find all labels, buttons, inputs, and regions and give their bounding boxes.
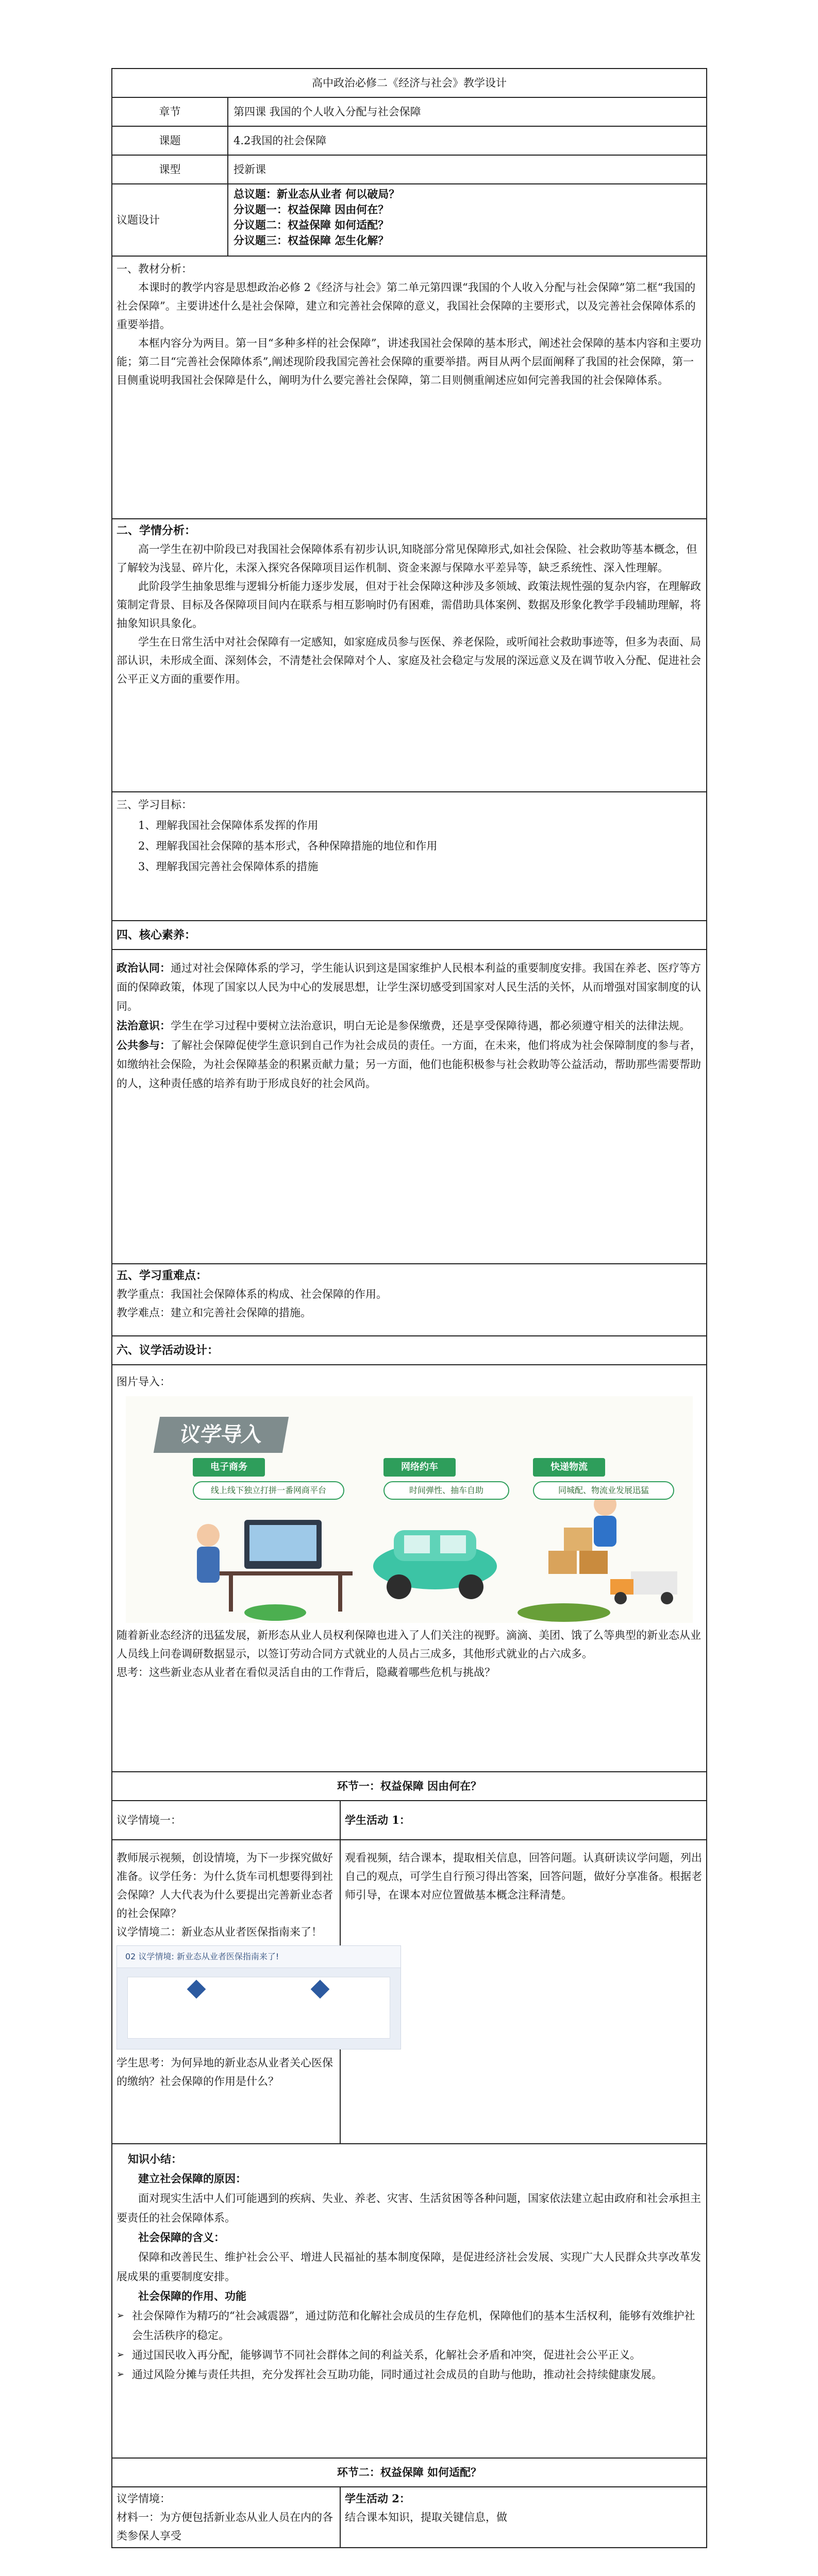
goal-2: 2、理解我国社会保障的基本形式，各种保障措施的地位和作用 (138, 840, 438, 852)
phase-2-right-text: 结合课本知识，提取关键信息，做 (345, 2511, 507, 2523)
summary-1-p2: 保障和改善民生、维护社会公平、增进人民福祉的基本制度保障，是促进经济社会发展、实现广大人民群众共享改革发展成果的重要制度安排。 (116, 2251, 701, 2283)
summary-1-bullet-1: ➢ 社会保障作为精巧的“社会减震器”，通过防范和化解社会成员的生存危机，保障他们的基本生活权利，能够有效维护社会生活秩序的稳定。 (116, 2306, 702, 2345)
section-key-points (112, 1264, 707, 1336)
section-2-title: 二、学情分析： (116, 524, 196, 537)
phase-2-left-text: 材料一：为方便包括新业态从业人员在内的各类参保人享受 (116, 2511, 333, 2542)
literacy-law-head: 法治意识： (116, 1019, 171, 1032)
doc-title: 高中政治必修二《经济与社会》教学设计 (112, 69, 707, 97)
phase-1-activity-label: 学生活动 1： (340, 1801, 707, 1840)
goal-3: 3、理解我国完善社会保障体系的措施 (138, 860, 319, 873)
phase-1-screenshot-title: 02 议学情境: 新业态从业者医保指南来了! (117, 1946, 400, 1968)
design-topics (228, 184, 707, 256)
phase-1-left-para-1: 教师展示视频，创设情境，为下一步探究做好准备。议学任务：为什么货车司机想要得到社会保障？人大代表为什么要提出完善新业态者的社会保障？ (116, 1852, 333, 1920)
section-4-title: 四、核心素养： (112, 921, 707, 950)
summary-1-h2: 社会保障的含义： (138, 2231, 225, 2244)
knowledge-summary-1 (112, 2144, 707, 2458)
difficult-point: 教学难点：建立和完善社会保障的措施。 (116, 1307, 311, 1319)
summary-1-p1: 面对现实生活中人们可能遇到的疾病、失业、养老、灾害、生活贫困等各种问题，国家依法建立起由政府和社会承担主要责任的社会保障体系。 (116, 2192, 701, 2224)
literacy-law (116, 1016, 702, 1036)
chapter-label: 章节 (112, 97, 228, 126)
section-1-title: 一、教材分析： (116, 263, 192, 275)
phase-2-left (112, 2487, 340, 2548)
summary-1-title: 知识小结： (128, 2153, 182, 2165)
intro-text: 随着新业态经济的迅猛发展，新形态从业人员权利保障也进入了人们关注的视野。滴滴、美团、饿了么等典型的新业态从业人员线上问卷调研数据显示，以签订劳动合同方式就业的人员占三成多，其他形式就业的占六成多。 (116, 1629, 701, 1660)
intro-think: 思考：这些新业态从业者在看似灵活自由的工作背后，隐藏着哪些危机与挑战？ (116, 1666, 495, 1679)
phase-2-situation-label: 议学情境： (116, 2493, 171, 2505)
diamond-icon (311, 1980, 330, 1999)
banner-card-2-title: 网络约车 (383, 1458, 456, 1477)
lesson-plan-table (111, 68, 707, 2548)
section-1-para-1: 本课时的教学内容是思想政治必修 2《经济与社会》第二单元第四课“我国的个人收入分配与社会保障”第二框“我国的社会保障”。主要讲述什么是社会保障，建立和完善社会保障的意义，我国社会保障的主要形式，以及完善社会保障体系的重要举措。 (116, 281, 696, 331)
lesson-type-label: 课型 (112, 155, 228, 184)
intro-banner-image (126, 1396, 693, 1623)
diamond-icon (187, 1980, 206, 1999)
section-1-para-2: 本框内容分为两目。第一目“多种多样的社会保障”，讲述我国社会保障的基本形式，阐述社会保障的基本内容和主要功能；第二目“完善社会保障体系”,阐述现阶段我国完善社会保障的重要举措。两目从两个层面阐释了我国的社会保障，第一目侧重说明我国社会保障是什么，阐明为什么要完善社会保障，第二目则侧重阐述应如何完善我国的社会保障体系。 (116, 337, 702, 386)
section-learning-goals (112, 792, 707, 921)
literacy-political-head: 政治认同： (116, 961, 171, 974)
design-label: 议题设计 (112, 184, 228, 256)
summary-1-bullet-3: ➢ 通过风险分摊与责任共担，充分发挥社会互助功能，同时通过社会成员的自助与他助，推动社会持续健康发展。 (116, 2365, 702, 2384)
phase-2-activity-label: 学生活动 2： (345, 2492, 410, 2505)
literacy-political (116, 958, 702, 1016)
sub-topic-2: 分议题二：权益保障 如何适配？ (233, 218, 389, 231)
phase-2-title: 环节二：权益保障 如何适配？ (112, 2458, 707, 2487)
phase-2-right (340, 2487, 707, 2548)
literacy-political-text: 通过对社会保障体系的学习，学生能认识到这是国家维护人民根本利益的重要制度安排。我国在养老、医疗等方面的保障政策，体现了国家以人民为中心的发展思想，让学生深切感受到国家对人民生活的关怀，从而增强对国家制度的认同。 (116, 962, 701, 1012)
phase-1-title: 环节一：权益保障 因由何在？ (112, 1772, 707, 1801)
section-intro (112, 1365, 707, 1772)
literacy-public-text: 了解社会保障促使学生意识到自己作为社会成员的责任。一方面，在未来，他们将成为社会保障制度的参与者，如缴纳社会保险，为社会保障基金的积累贡献力量；另一方面，他们也能积极参与社会救助等公益活动，帮助那些需要帮助的人，这种责任感的培养有助于形成良好的社会风尚。 (116, 1039, 701, 1090)
section-textbook-analysis (112, 256, 707, 519)
section-2-para-2: 此阶段学生抽象思维与逻辑分析能力逐步发展，但对于社会保障这种涉及多领域、政策法规性强的复杂内容，在理解政策制定背景、目标及各保障项目间内在联系与相互影响时仍有困难，需借助具体案例、数据及形象化教学手段辅助理解，将抽象知识具象化。 (116, 580, 701, 630)
goal-1: 1、理解我国社会保障体系发挥的作用 (138, 819, 319, 832)
topic-label: 课题 (112, 126, 228, 155)
sub-topic-3: 分议题三：权益保障 怎生化解？ (233, 234, 389, 247)
banner-card-3-sub: 同城配、物流业发展迅猛 (533, 1481, 674, 1500)
banner-card-1-title: 电子商务 (193, 1458, 265, 1477)
banner-card-1-sub: 线上线下独立打拼一番网商平台 (193, 1481, 344, 1500)
summary-1-h1: 建立社会保障的原因： (138, 2172, 246, 2185)
section-2-para-3: 学生在日常生活中对社会保障有一定感知，如家庭成员参与医保、养老保险，或听闻社会救助事迹等，但多为表面、局部认识，未形成全面、深刻体会，不清楚社会保障对个人、家庭及社会稳定与发展的深远意义及在调节收入分配、促进社会公平正义方面的重要作用。 (116, 636, 701, 685)
phase-1-situation-label: 议学情境一： (112, 1801, 340, 1840)
section-6-title: 六、议学活动设计： (112, 1336, 707, 1365)
literacy-law-text: 学生在学习过程中要树立法治意识，明白无论是参保缴费，还是享受保障待遇，都必须遵守相关的法律法规。 (171, 1020, 690, 1032)
banner-card-2-sub: 时间弹性、抽车自助 (383, 1481, 509, 1500)
section-3-title: 三、学习目标： (116, 799, 192, 811)
lesson-type-value: 授新课 (228, 155, 707, 184)
phase-1-left-para-2: 议学情境二：新业态从业者医保指南来了！ (116, 1926, 322, 1938)
section-core-literacy (112, 950, 707, 1264)
phase-1-left (112, 1840, 340, 2144)
chapter-value: 第四课 我国的个人收入分配与社会保障 (228, 97, 707, 126)
main-topic: 总议题：新业态从业者 何以破局？ (233, 188, 400, 200)
banner-illustration (126, 1396, 693, 1623)
sub-topic-1: 分议题一：权益保障 因由何在？ (233, 203, 389, 216)
section-5-title: 五、学习重难点： (116, 1269, 208, 1282)
lesson-plan-document (111, 68, 706, 2548)
literacy-public-head: 公共参与： (116, 1039, 171, 1052)
section-2-para-1: 高一学生在初中阶段已对我国社会保障体系有初步认识,知晓部分常见保障形式,如社会保险、社会救助等基本概念，但了解较为浅显、碎片化，未深入探究各保障项目运作机制、资金来源与保障水平差异等，缺乏系统性、深入性理解。 (116, 543, 697, 574)
phase-1-left-think: 学生思考：为何异地的新业态从业者关心医保的缴纳？社会保障的作用是什么？ (116, 2057, 333, 2088)
section-learner-analysis (112, 519, 707, 792)
phase-1-screenshot (116, 1945, 401, 2049)
phase-1-right-text: 观看视频，结合课本，提取相关信息，回答问题。认真研读议学问题，列出自己的观点，可学生自行预习得出答案，回答问题，做好分享准备。根据老师引导，在课本对应位置做基本概念注释清楚。 (345, 1852, 702, 1901)
summary-1-h3: 社会保障的作用、功能 (138, 2290, 246, 2302)
literacy-public (116, 1036, 702, 1093)
key-point: 教学重点：我国社会保障体系的构成、社会保障的作用。 (116, 1288, 387, 1300)
intro-label: 图片导入： (116, 1376, 171, 1388)
banner-tag: 议学导入 (154, 1417, 289, 1453)
topic-value: 4.2我国的社会保障 (228, 126, 707, 155)
banner-card-3-title: 快递物流 (533, 1458, 605, 1477)
summary-1-bullet-2: ➢ 通过国民收入再分配，能够调节不同社会群体之间的利益关系，化解社会矛盾和冲突，促进社会公平正义。 (116, 2345, 702, 2365)
